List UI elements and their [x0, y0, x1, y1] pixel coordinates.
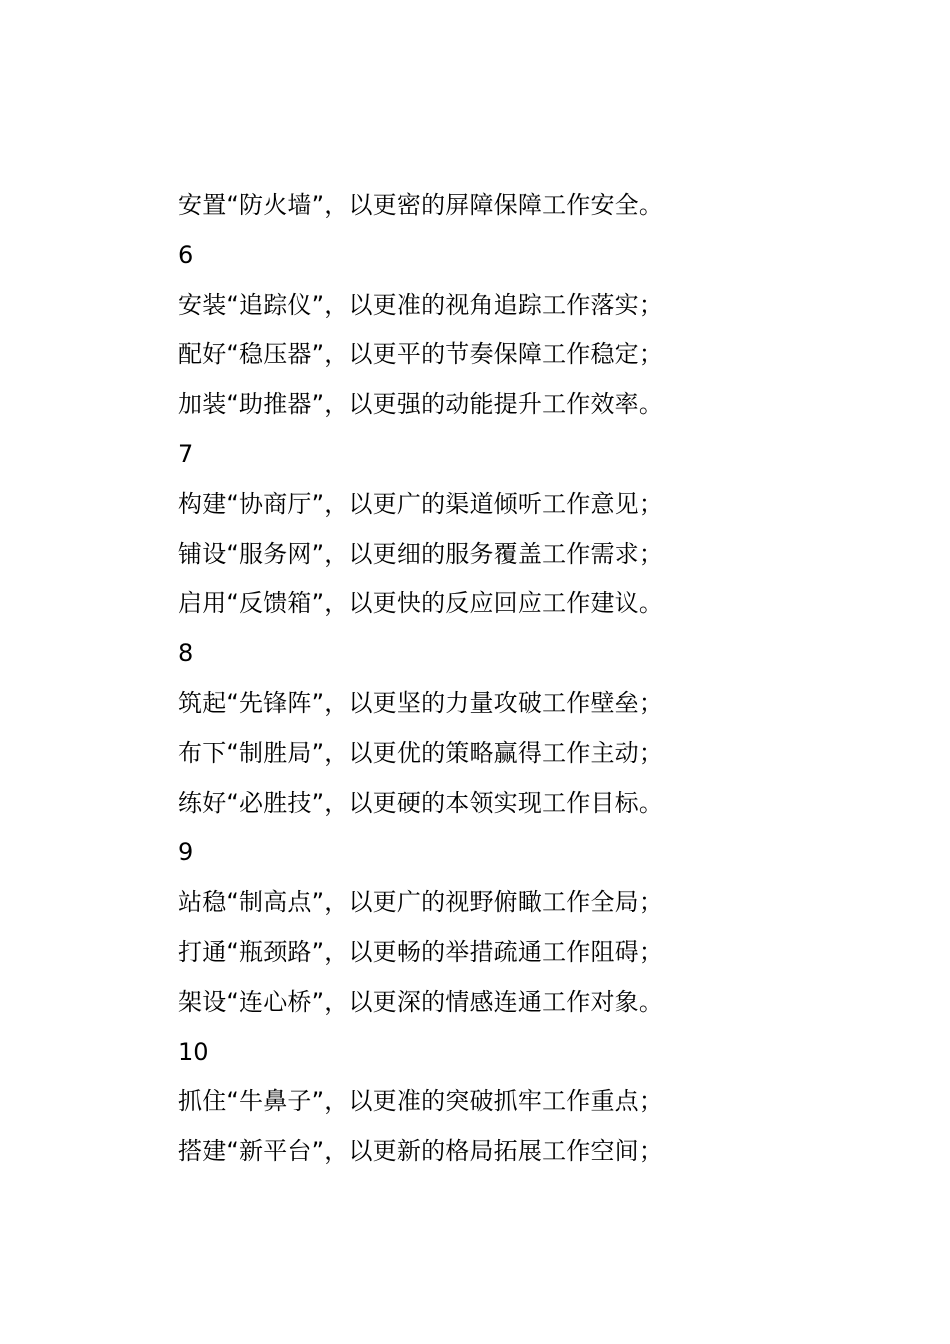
text-line: 加装“助推器”，以更强的动能提升工作效率。	[178, 390, 664, 419]
text-line: 打通“瓶颈路”，以更畅的举措疏通工作阻碍；	[178, 937, 664, 966]
text-line: 安置“防火墙”，以更密的屏障保障工作安全。	[178, 191, 664, 219]
text-line: 站稳“制高点”，以更广的视野俯瞰工作全局；	[178, 888, 664, 917]
section-number: 7	[178, 439, 194, 468]
text-line: 铺设“服务网”，以更细的服务覆盖工作需求；	[178, 539, 664, 568]
text-line: 练好“必胜技”，以更硬的本领实现工作目标。	[178, 788, 664, 817]
text-line: 启用“反馈箱”，以更快的反应回应工作建议。	[178, 589, 664, 618]
section-number: 8	[178, 639, 194, 668]
text-line: 安装“追踪仪”，以更准的视角追踪工作落实；	[178, 290, 664, 319]
section-number: 9	[178, 838, 194, 867]
text-line: 布下“制胜局”，以更优的策略赢得工作主动；	[178, 738, 664, 767]
section-number: 10	[178, 1037, 209, 1066]
text-line: 筑起“先锋阵”，以更坚的力量攻破工作壁垒；	[178, 688, 664, 717]
document-body	[178, 181, 878, 1177]
section-number: 6	[178, 240, 194, 269]
text-line: 架设“连心桥”，以更深的情感连通工作对象。	[178, 987, 664, 1016]
text-line: 抓住“牛鼻子”，以更准的突破抓牢工作重点；	[178, 1087, 664, 1116]
text-line: 配好“稳压器”，以更平的节奏保障工作稳定；	[178, 340, 664, 369]
text-line: 构建“协商厅”，以更广的渠道倾听工作意见；	[178, 489, 664, 518]
text-line: 搭建“新平台”，以更新的格局拓展工作空间；	[178, 1137, 664, 1166]
